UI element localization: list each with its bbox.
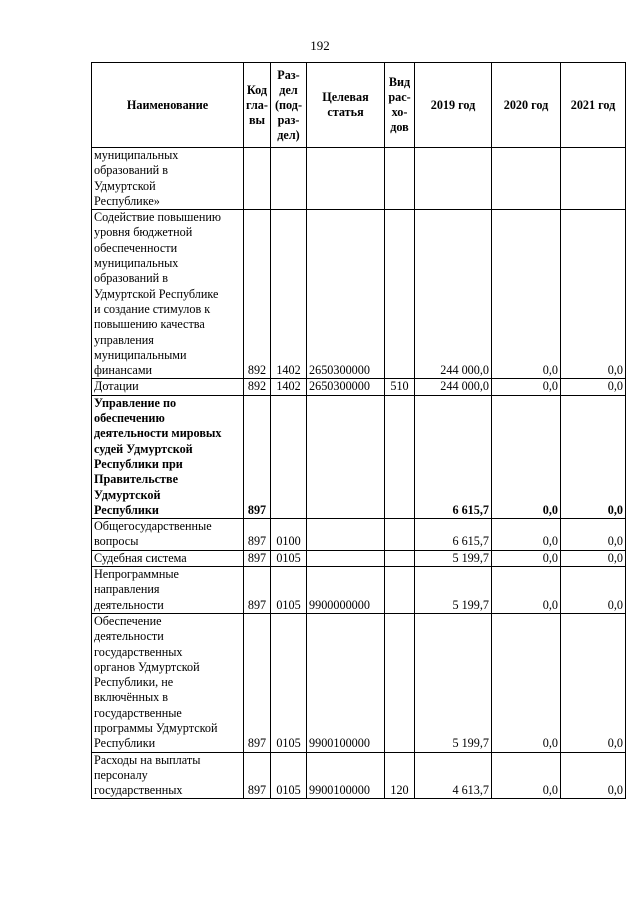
row-2021-cell: 0,0 [561,210,626,379]
row-2019-cell: 244 000,0 [415,210,492,379]
table-row [92,395,626,518]
row-2020-cell [492,148,561,210]
row-2020-cell: 0,0 [492,379,561,395]
row-expense-type-cell [385,395,415,518]
table-row [92,550,626,566]
row-section-cell [271,148,307,210]
row-2019-cell: 6 615,7 [415,519,492,551]
row-expense-type-cell [385,567,415,614]
row-chapter-code-cell: 897 [244,613,271,752]
row-2021-cell: 0,0 [561,379,626,395]
row-2020-cell: 0,0 [492,550,561,566]
row-expense-type-cell [385,519,415,551]
row-2019-cell: 5 199,7 [415,613,492,752]
row-chapter-code-cell: 897 [244,519,271,551]
row-target-item-cell: 2650300000 [307,379,385,395]
header-2019: 2019 год [415,63,492,148]
row-2021-cell: 0,0 [561,395,626,518]
row-chapter-code-cell: 897 [244,395,271,518]
row-2019-cell: 4 613,7 [415,752,492,799]
row-name-cell: Расходы на выплаты персоналу государственных [92,752,244,799]
row-chapter-code-cell: 897 [244,752,271,799]
row-2019-cell: 244 000,0 [415,379,492,395]
row-chapter-code-cell [244,148,271,210]
table-header-row [92,63,626,148]
row-name-cell: Обеспечение деятельности государственных органов Удмуртской Республики, не включённых в государственные программы Удмуртской Республики [92,613,244,752]
row-2020-cell: 0,0 [492,613,561,752]
row-name-cell: муниципальных образований в Удмуртской Республике» [92,148,244,210]
table-row [92,613,626,752]
table-row [92,148,626,210]
row-section-cell [271,395,307,518]
row-target-item-cell [307,395,385,518]
row-target-item-cell: 9900100000 [307,752,385,799]
header-name: Наименование [92,63,244,148]
row-expense-type-cell: 120 [385,752,415,799]
header-section: Раз- дел (под- раз- дел) [271,63,307,148]
row-2021-cell [561,148,626,210]
row-2019-cell: 5 199,7 [415,550,492,566]
row-section-cell: 0105 [271,550,307,566]
row-2019-cell: 6 615,7 [415,395,492,518]
row-section-cell: 1402 [271,210,307,379]
header-chapter-code: Код гла- вы [244,63,271,148]
row-chapter-code-cell: 897 [244,550,271,566]
row-section-cell: 0105 [271,752,307,799]
table-row [92,379,626,395]
row-target-item-cell [307,550,385,566]
row-section-cell: 1402 [271,379,307,395]
row-2020-cell: 0,0 [492,395,561,518]
row-2020-cell: 0,0 [492,752,561,799]
row-2021-cell: 0,0 [561,550,626,566]
header-target-item: Целевая статья [307,63,385,148]
row-expense-type-cell [385,148,415,210]
table-row [92,567,626,614]
page-number: 192 [310,38,330,53]
table-row [92,752,626,799]
row-chapter-code-cell: 892 [244,379,271,395]
header-expense-type: Вид рас- хо- дов [385,63,415,148]
row-chapter-code-cell: 892 [244,210,271,379]
table-row [92,519,626,551]
row-target-item-cell [307,519,385,551]
row-2021-cell: 0,0 [561,567,626,614]
row-section-cell: 0105 [271,613,307,752]
row-expense-type-cell [385,210,415,379]
row-section-cell: 0105 [271,567,307,614]
row-name-cell: Управление по обеспечению деятельности мировых судей Удмуртской Республики при Правительстве Удмуртской Республики [92,395,244,518]
table-row [92,210,626,379]
row-target-item-cell: 9900000000 [307,567,385,614]
budget-table [91,62,626,799]
row-2021-cell: 0,0 [561,752,626,799]
row-2020-cell: 0,0 [492,567,561,614]
row-chapter-code-cell: 897 [244,567,271,614]
row-expense-type-cell [385,613,415,752]
header-2020: 2020 год [492,63,561,148]
row-section-cell: 0100 [271,519,307,551]
row-name-cell: Содействие повышению уровня бюджетной обеспеченности муниципальных образований в Удмуртской Республике и создание стимулов к повышению качества управления муниципальными финансами [92,210,244,379]
row-name-cell: Судебная система [92,550,244,566]
row-2021-cell: 0,0 [561,613,626,752]
header-2021: 2021 год [561,63,626,148]
row-name-cell: Непрограммные направления деятельности [92,567,244,614]
row-name-cell: Дотации [92,379,244,395]
row-name-cell: Общегосударственные вопросы [92,519,244,551]
row-2020-cell: 0,0 [492,210,561,379]
row-2021-cell: 0,0 [561,519,626,551]
row-2019-cell: 5 199,7 [415,567,492,614]
row-target-item-cell: 9900100000 [307,613,385,752]
row-target-item-cell: 2650300000 [307,210,385,379]
row-expense-type-cell: 510 [385,379,415,395]
row-expense-type-cell [385,550,415,566]
row-target-item-cell [307,148,385,210]
row-2019-cell [415,148,492,210]
row-2020-cell: 0,0 [492,519,561,551]
